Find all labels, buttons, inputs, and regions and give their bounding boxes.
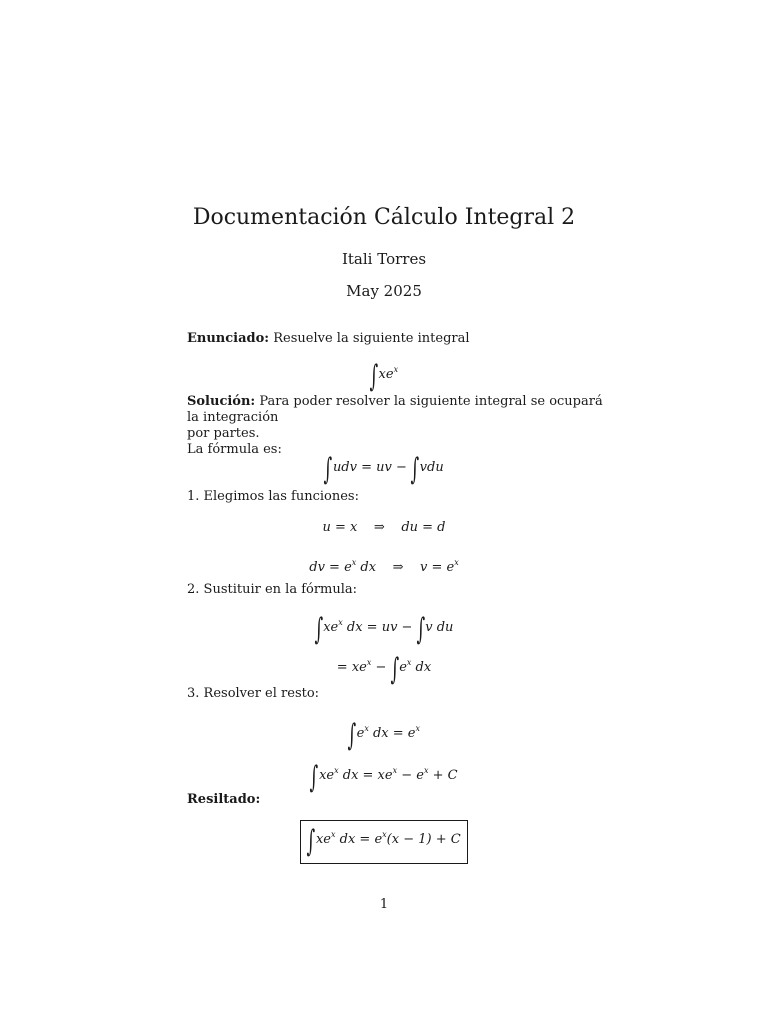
solution-paragraph <box>187 394 607 458</box>
step2-label: 2. Sustituir en la fórmula: <box>187 582 358 597</box>
page-number: 1 <box>379 897 389 912</box>
result-label: Resiltado: <box>187 792 261 807</box>
document-date: May 2025 <box>346 282 422 300</box>
result-container <box>0 820 768 864</box>
solution-text-line2: por partes. <box>187 426 260 441</box>
statement-equation: $\int xe^x$ <box>369 359 399 394</box>
step3-equation2: $\int xe^x$ dx = $xe^x - e^x + C$ <box>309 760 458 795</box>
step3-label: 3. Resolver el resto: <box>187 686 320 701</box>
document-title: Documentación Cálculo Integral 2 <box>192 205 576 230</box>
step3-equation1: $\int e^x$ dx = $e^x$ <box>347 718 420 753</box>
parts-formula: ∫udv = uv − ∫vdu <box>323 452 444 487</box>
step2-equation1: $\int xe^x$ dx = uv − ∫v du <box>314 612 454 647</box>
statement-label: Enunciado: <box>187 331 270 346</box>
step1-equation1: u = x ⇒ du = d <box>322 520 446 535</box>
step1-label: 1. Elegimos las funciones: <box>187 489 359 504</box>
result-box: $\int xe^x$ dx = $e^x(x - 1) + C$ <box>300 820 467 864</box>
formula-intro: La fórmula es: <box>187 442 282 457</box>
solution-label: Solución: <box>187 394 256 409</box>
document-author: Itali Torres <box>341 250 427 268</box>
step1-equation2: dv = $e^x$ dx ⇒ $v = e^x$ <box>309 558 459 575</box>
statement-paragraph <box>187 331 607 347</box>
statement-text: Resuelve la siguiente integral <box>273 331 470 346</box>
solution-text-line1: Para poder resolver la siguiente integral se ocupará la integración <box>187 394 603 425</box>
integral-sign: ∫ <box>369 359 379 394</box>
step2-equation2: = $xe^x - \int e^x$ dx <box>336 652 432 687</box>
